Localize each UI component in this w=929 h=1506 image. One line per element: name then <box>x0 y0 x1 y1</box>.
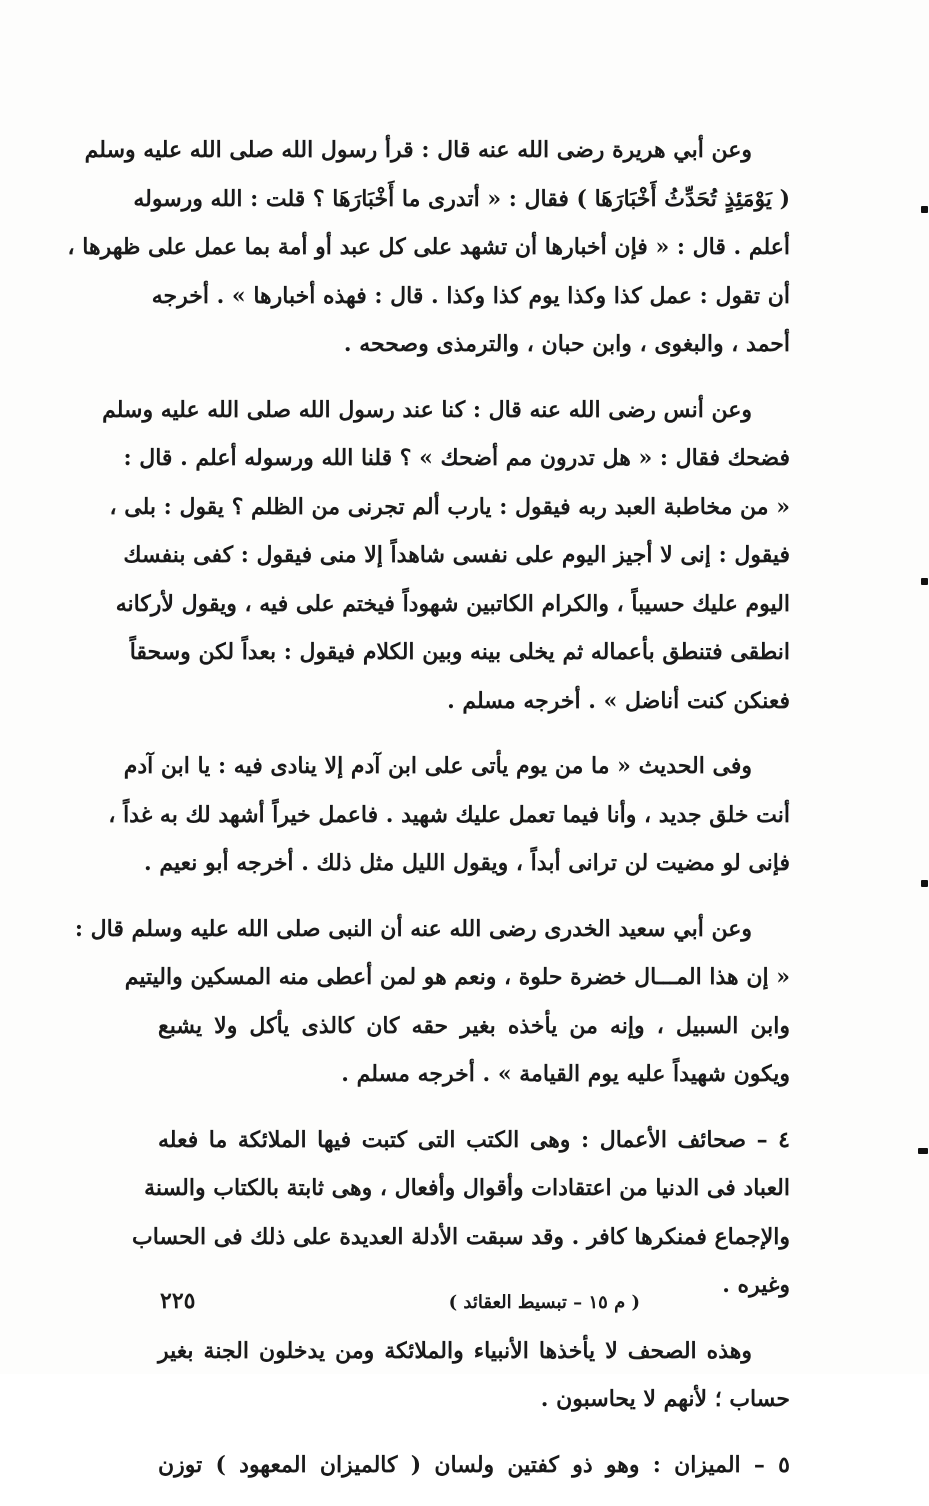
text-line: والإجماع فمنكرها كافر . وقد سبقت الأدلة العديدة على ذلك فى الحساب <box>132 1223 790 1250</box>
section-number: ٤ <box>778 1126 790 1153</box>
text-line: فيقول : إنى لا أجيز اليوم على نفسى شاهداً إلا منى فيقول : كفى بنفسك <box>123 542 790 568</box>
section-heading: صحائف الأعمال <box>599 1126 746 1153</box>
text-line: انطقى فتنطق بأعماله ثم يخلى بينه وبين الكلام فيقول : بعداً لكن وسحقاً <box>129 639 790 665</box>
section-number: ٥ <box>778 1451 790 1478</box>
book-reference: ( م ١٥ – تبسيط العقائد ) <box>448 1292 640 1313</box>
text-line-rest: : وهى الكتب التى كتبت فيها الملائكة ما فعله <box>158 1126 600 1153</box>
paragraph-4 <box>74 905 790 1099</box>
section-4-paragraph <box>132 1116 790 1310</box>
margin-dot <box>918 1148 928 1154</box>
text-line: ( يَوْمَئِذٍ تُحَدِّثُ أَخْبَارَهَا ) فقال : « أتدرى ما أَخْبَارَهَا ؟ قلت : الله ورسوله <box>133 185 790 212</box>
text-line: « من مخاطبة العبد ربه فيقول : يارب ألم تجرنى من الظلم ؟ يقول : بلى ، <box>109 493 790 520</box>
section-heading: الميزان <box>674 1451 741 1478</box>
text-line: حساب ؛ لأنهم لا يحاسبون . <box>540 1386 790 1412</box>
text-line: وعن أنس رضى الله عنه قال : كنا عند رسول الله صلى الله عليه وسلم <box>102 396 752 423</box>
text-line: أنت خلق جديد ، وأنا فيما تعمل عليك شهيد . فاعمل خيراً أشهد لك به غداً ، <box>108 801 790 828</box>
text-line: أعلم . قال : « فإن أخبارها أن تشهد على كل عبد أو أمة بما عمل على ظهرها ، <box>67 234 790 260</box>
margin-dot <box>921 880 928 887</box>
text-line: فعنكن كنت أناضل » . أخرجه مسلم . <box>447 687 790 714</box>
text-line: وابن السبيل ، وإنه من يأخذه بغير حقه كان كالذى يأكل ولا يشبع <box>158 1012 790 1039</box>
margin-dot <box>921 206 928 213</box>
text-line: أحمد ، والبغوى ، وابن حبان ، والترمذى وصححه . <box>343 331 790 357</box>
text-line: وفى الحديث « ما من يوم يأتى على ابن آدم إلا ينادى فيه : يا ابن آدم <box>123 753 752 779</box>
text-line: أن تقول : عمل كذا وكذا يوم كذا وكذا . قال : فهذه أخبارها » . أخرجه <box>151 282 790 309</box>
text-line: اليوم عليك حسيباً ، والكرام الكاتبين شهوداً فيختم على فيه ، ويقول لأركانه <box>115 590 790 617</box>
text-line: وعن أبي هريرة رضى الله عنه قال : قرأ رسول الله صلى الله عليه وسلم <box>84 137 752 163</box>
text-line: وغيره . <box>722 1272 790 1298</box>
paragraph-6 <box>158 1327 790 1424</box>
section-5-paragraph <box>158 1441 790 1490</box>
text-line: فضحك فقال : « هل تدرون مم أضحك » ؟ قلنا الله ورسوله أعلم . قال : <box>123 445 790 471</box>
text-line: ٥ – الميزان : وهو ذو كفتين ولسان ( كالميزان المعهود ) توزن <box>158 1451 790 1478</box>
paragraph-3 <box>108 742 790 888</box>
text-line: ويكون شهيداً عليه يوم القيامة » . أخرجه مسلم . <box>341 1061 790 1087</box>
text-line: ٤ – صحائف الأعمال : وهى الكتب التى كتبت فيها الملائكة ما فعله <box>158 1126 790 1153</box>
text-line: وهذه الصحف لا يأخذها الأنبياء والملائكة ومن يدخلون الجنة بغير <box>158 1337 752 1364</box>
text-line: وعن أبي سعيد الخدرى رضى الله عنه أن النبى صلى الله عليه وسلم قال : <box>74 915 752 942</box>
page-number: ٢٢٥ <box>160 1288 196 1314</box>
page-footer <box>160 1288 640 1314</box>
text-line: فإنى لو مضيت لن ترانى أبداً ، ويقول الليل مثل ذلك . أخرجه أبو نعيم . <box>144 850 790 876</box>
paragraph-2 <box>102 386 790 726</box>
paragraph-1 <box>67 126 790 369</box>
text-line: « إن هذا المـــال خضرة حلوة ، ونعم هو لمن أعطى منه المسكين واليتيم <box>124 964 790 990</box>
text-line-rest: : وهو ذو كفتين ولسان ( كالميزان المعهود ) توزن <box>158 1451 675 1478</box>
text-line: العباد فى الدنيا من اعتقادات وأقوال وأفعال ، وهى ثابتة بالكتاب والسنة <box>144 1175 790 1201</box>
margin-dot <box>921 578 928 585</box>
